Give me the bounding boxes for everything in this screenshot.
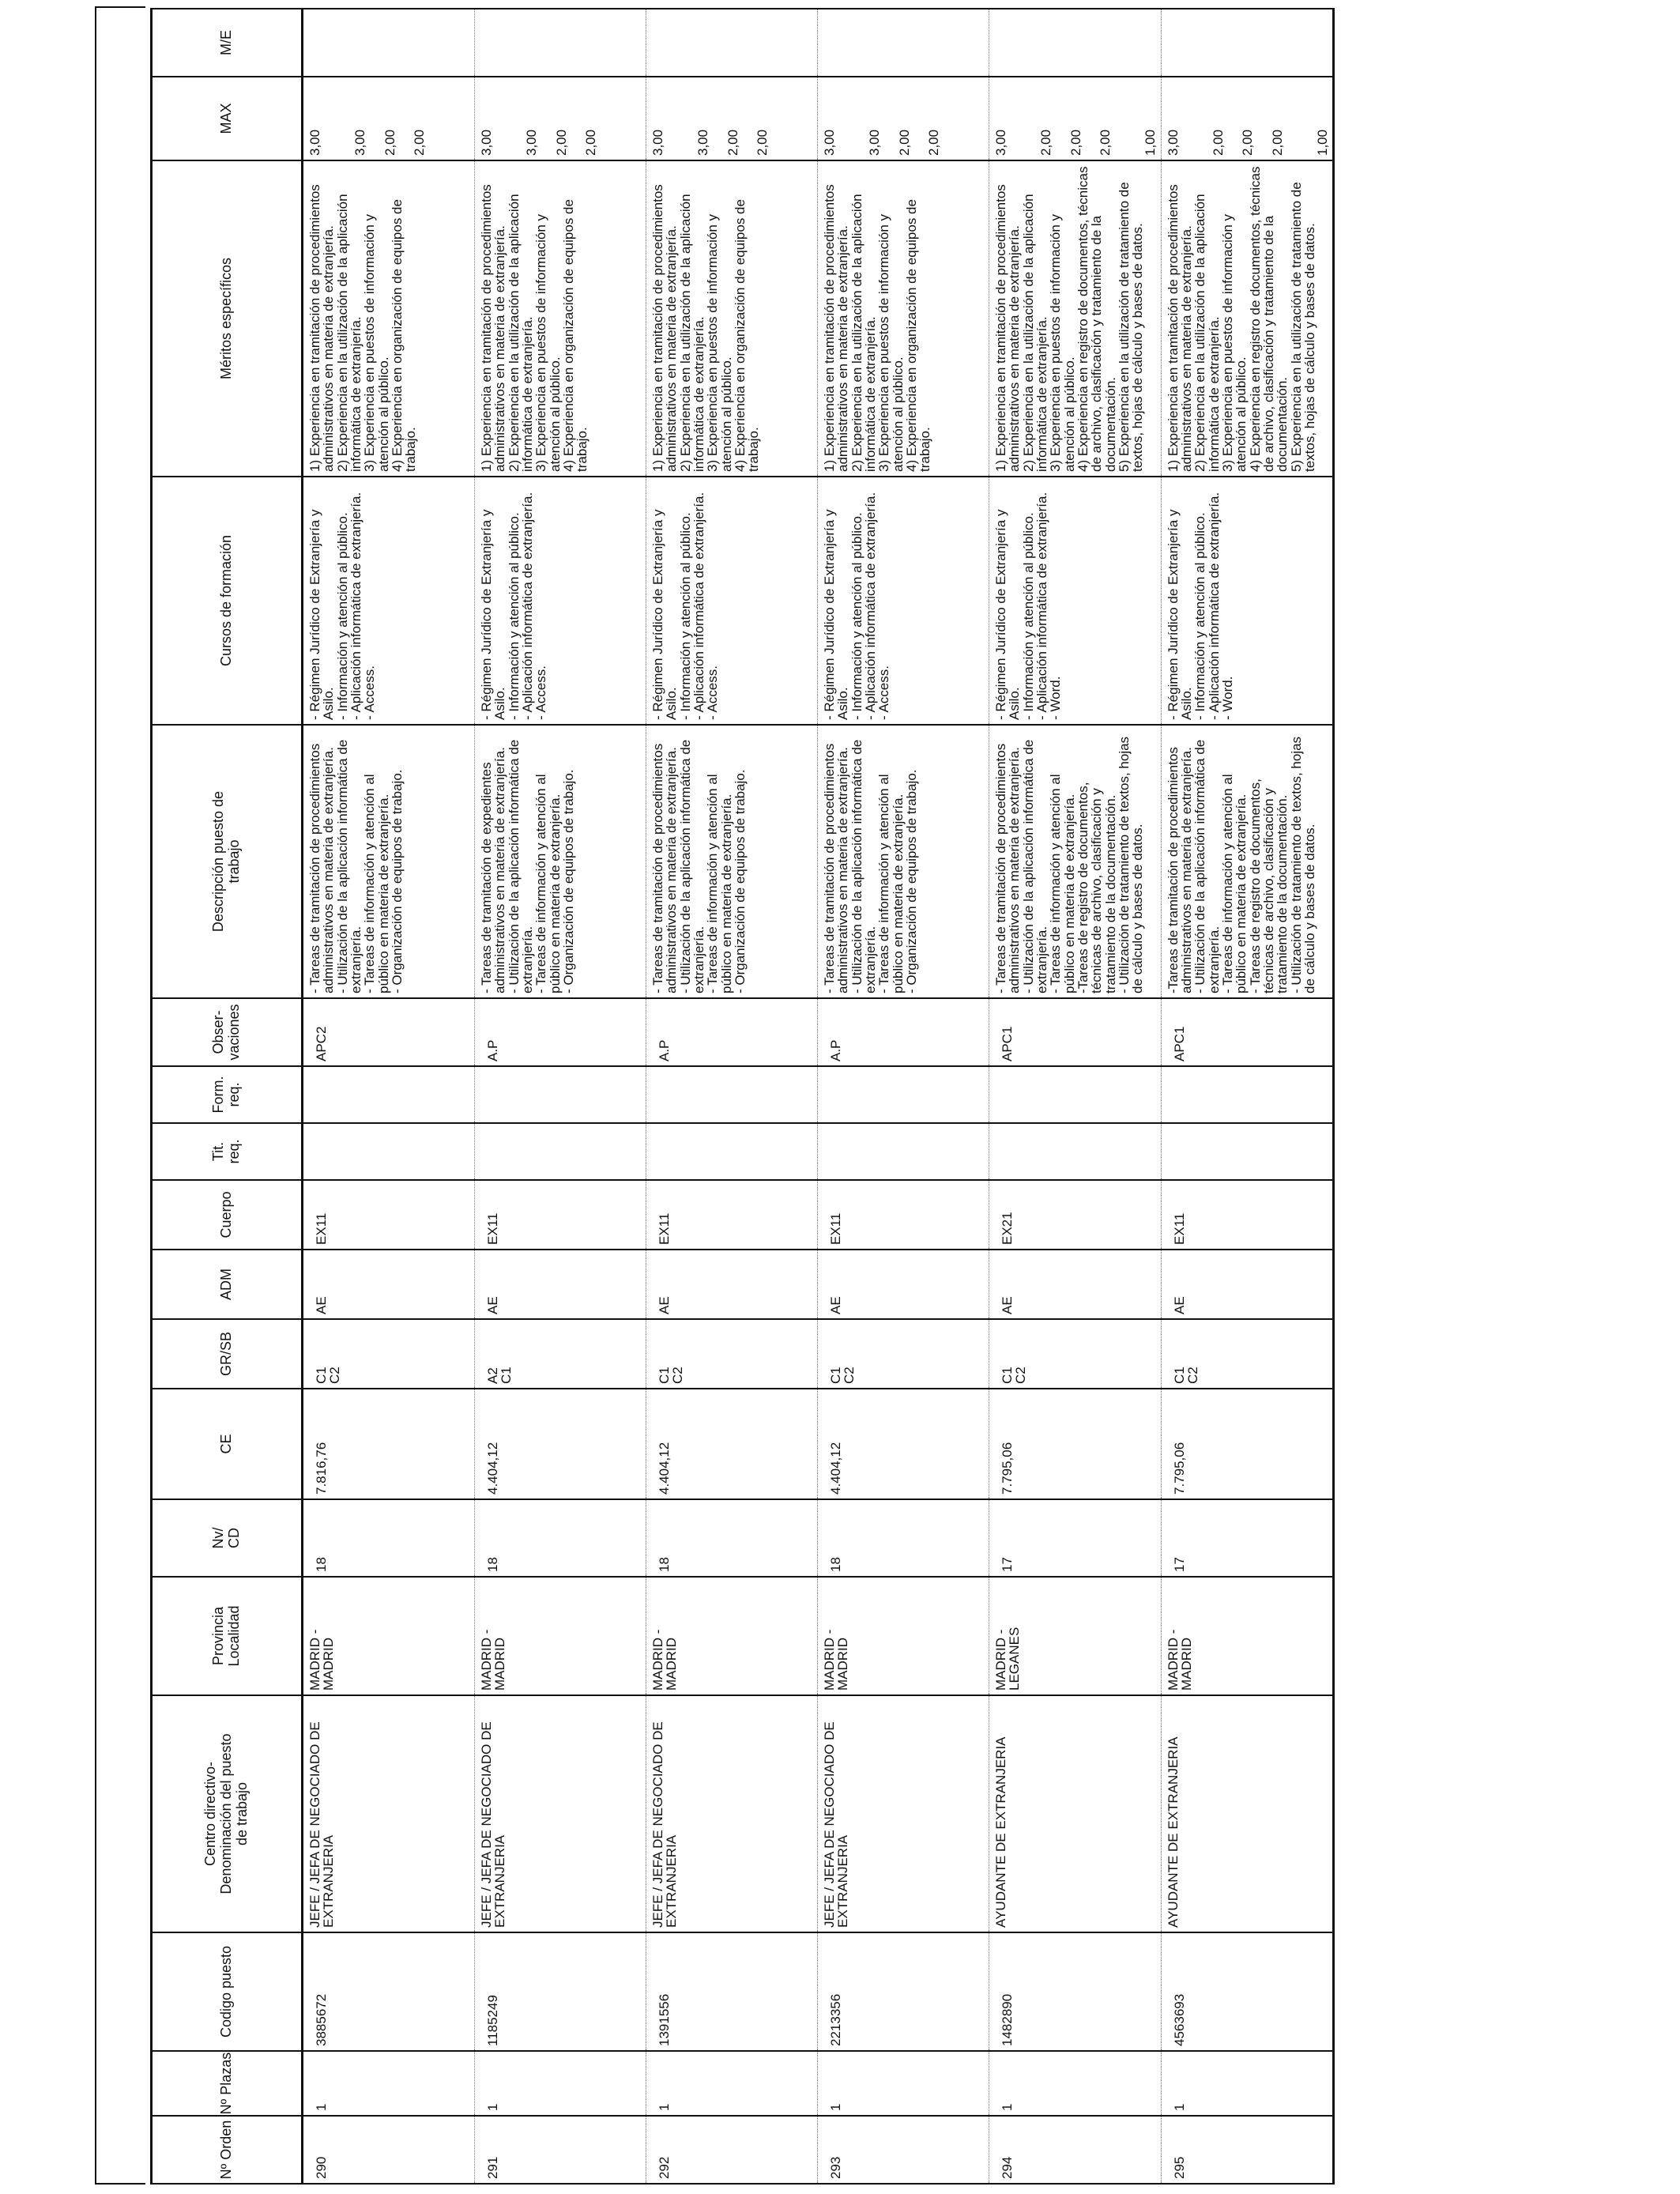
header-cursos: Cursos de formación bbox=[152, 477, 303, 725]
cell-plazas: 1 bbox=[303, 2051, 475, 2116]
cell-tit bbox=[989, 1123, 1162, 1180]
cell-nivel: 18 bbox=[646, 1499, 818, 1577]
header-me: M/E bbox=[152, 9, 303, 77]
header-descripcion: Descripción puesto de trabajo bbox=[152, 725, 303, 998]
cell-plazas: 1 bbox=[989, 2051, 1162, 2116]
cell-tit bbox=[475, 1123, 646, 1180]
header-cuerpo: Cuerpo bbox=[152, 1180, 303, 1250]
cell-cuerpo: EX11 bbox=[646, 1180, 818, 1250]
cell-tit bbox=[1161, 1123, 1334, 1180]
cell-obs: A.P bbox=[475, 998, 646, 1066]
cell-ce: 4.404,12 bbox=[646, 1389, 818, 1499]
header-row bbox=[152, 9, 303, 2184]
header-adm: ADM bbox=[152, 1250, 303, 1319]
max-value: 3,00 bbox=[479, 129, 494, 156]
header-tit: Tit. req. bbox=[152, 1123, 303, 1180]
cell-adm: AE bbox=[646, 1250, 818, 1319]
table-row bbox=[989, 9, 1162, 2184]
cell-meritos: 1) Experiencia en tramitación de procedimientos administrativos en materia de extranjería. 2) Experiencia en la utilización de la aplicación informática de extranjería. 3) Experiencia en puestos de información y atención al público. 4) Experiencia en registro de documentos, técnicas de archivo, clasificación y tratamiento de la documentación. 5) Experiencia en la utilización de tratamiento de textos, hojas de cálculo y bases de datos. bbox=[989, 160, 1162, 477]
cell-codigo: 4563693 bbox=[1161, 1932, 1334, 2051]
max-value: 2,00 bbox=[896, 129, 912, 156]
cell-centro: JEFE / JEFA DE NEGOCIADO DE EXTRANJERIA bbox=[303, 1695, 475, 1932]
cell-codigo: 1482890 bbox=[989, 1932, 1162, 2051]
max-value: 3,00 bbox=[307, 129, 322, 156]
cell-codigo: 2213356 bbox=[818, 1932, 989, 2051]
table-row bbox=[646, 9, 818, 2184]
cell-meritos: 1) Experiencia en tramitación de procedimientos administrativos en materia de extranjería. 2) Experiencia en la utilización de la aplicación informática de extranjería. 3) Experiencia en puestos de información y atención al público. 4) Experiencia en organización de equipos de trabajo. bbox=[818, 160, 989, 477]
cell-me bbox=[475, 9, 646, 77]
cell-max bbox=[475, 77, 646, 160]
cell-form bbox=[303, 1066, 475, 1123]
cell-centro: JEFE / JEFA DE NEGOCIADO DE EXTRANJERIA bbox=[818, 1695, 989, 1932]
cell-obs: APC2 bbox=[303, 998, 475, 1066]
max-value: 2,00 bbox=[1210, 129, 1226, 156]
header-codigo: Codigo puesto bbox=[152, 1932, 303, 2051]
cell-ce: 4.404,12 bbox=[818, 1389, 989, 1499]
max-value: 1,00 bbox=[1314, 129, 1330, 156]
cell-form bbox=[818, 1066, 989, 1123]
cell-cursos: - Régimen Jurídico de Extranjería y Asilo. - Información y atención al público. - Aplicación informática de extranjería. - Access. bbox=[303, 477, 475, 725]
max-value: 3,00 bbox=[867, 129, 883, 156]
max-value: 3,00 bbox=[524, 129, 540, 156]
cell-plazas: 1 bbox=[818, 2051, 989, 2116]
cell-me bbox=[303, 9, 475, 77]
cell-ce: 4.404,12 bbox=[475, 1389, 646, 1499]
cell-nivel: 18 bbox=[818, 1499, 989, 1577]
header-max: MAX bbox=[152, 77, 303, 160]
cell-meritos: 1) Experiencia en tramitación de procedimientos administrativos en materia de extranjería. 2) Experiencia en la utilización de la aplicación informática de extranjería. 3) Experiencia en puestos de información y atención al público. 4) Experiencia en organización de equipos de trabajo. bbox=[646, 160, 818, 477]
cell-provincia: MADRID - MADRID bbox=[475, 1577, 646, 1695]
cell-cursos: - Régimen Jurídico de Extranjería y Asilo. - Información y atención al público. - Aplicación informática de extranjería. - Word. bbox=[989, 477, 1162, 725]
max-value: 2,00 bbox=[553, 129, 569, 156]
max-value: 2,00 bbox=[382, 129, 397, 156]
cell-cursos: - Régimen Jurídico de Extranjería y Asilo. - Información y atención al público. - Aplicación informática de extranjería. - Word. bbox=[1161, 477, 1334, 725]
cell-descripcion: - Tareas de tramitación de procedimientos administrativos en materia de extranjería. - Utilización de la aplicación informática de extranjería. - Tareas de información y atención al público en materia de extranjería. -Tareas de registro de documentos, técnicas de archivo, clasificación y tratamiento de la documentación. - Utilización de tratamiento de textos, hojas de cálculo y bases de datos. bbox=[989, 725, 1162, 998]
cell-orden: 294 bbox=[989, 2116, 1162, 2184]
cell-provincia: MADRID - MADRID bbox=[818, 1577, 989, 1695]
max-value: 2,00 bbox=[1068, 129, 1083, 156]
header-form: Form. req. bbox=[152, 1066, 303, 1123]
table-row bbox=[303, 9, 475, 2184]
max-value: 2,00 bbox=[725, 129, 740, 156]
max-value: 3,00 bbox=[822, 129, 837, 156]
cell-centro: JEFE / JEFA DE NEGOCIADO DE EXTRANJERIA bbox=[475, 1695, 646, 1932]
max-value: 2,00 bbox=[754, 129, 770, 156]
cell-codigo: 1185249 bbox=[475, 1932, 646, 2051]
cell-form bbox=[989, 1066, 1162, 1123]
cell-ce: 7.816,76 bbox=[303, 1389, 475, 1499]
cell-orden: 290 bbox=[303, 2116, 475, 2184]
header-obs: Obser- vaciones bbox=[152, 998, 303, 1066]
cell-centro: JEFE / JEFA DE NEGOCIADO DE EXTRANJERIA bbox=[646, 1695, 818, 1932]
cell-descripcion: - Tareas de tramitación de procedimientos administrativos en materia de extranjería. - Utilización de la aplicación informática de extranjería. - Tareas de información y atención al público en materia de extranjería. - Organización de equipos de trabajo. bbox=[818, 725, 989, 998]
table-row bbox=[1161, 9, 1334, 2184]
header-plazas: Nº Plazas bbox=[152, 2051, 303, 2116]
cell-max bbox=[1161, 77, 1334, 160]
header-provincia: Provincia Localidad bbox=[152, 1577, 303, 1695]
cell-plazas: 1 bbox=[475, 2051, 646, 2116]
cell-grsb: C1 C2 bbox=[818, 1319, 989, 1389]
cell-form bbox=[475, 1066, 646, 1123]
cell-orden: 293 bbox=[818, 2116, 989, 2184]
header-grsb: GR/SB bbox=[152, 1319, 303, 1389]
cell-obs: A.P bbox=[646, 998, 818, 1066]
cell-ce: 7.795,06 bbox=[1161, 1389, 1334, 1499]
cell-tit bbox=[818, 1123, 989, 1180]
cell-grsb: C1 C2 bbox=[1161, 1319, 1334, 1389]
cell-obs: APC1 bbox=[1161, 998, 1334, 1066]
cell-plazas: 1 bbox=[1161, 2051, 1334, 2116]
cell-cursos: - Régimen Jurídico de Extranjería y Asilo. - Información y atención al público. - Aplicación informática de extranjería. - Access. bbox=[646, 477, 818, 725]
header-meritos: Méritos específicos bbox=[152, 160, 303, 477]
cell-adm: AE bbox=[818, 1250, 989, 1319]
cell-max bbox=[646, 77, 818, 160]
max-value: 3,00 bbox=[650, 129, 665, 156]
cell-grsb: C1 C2 bbox=[989, 1319, 1162, 1389]
cell-meritos: 1) Experiencia en tramitación de procedimientos administrativos en materia de extranjería. 2) Experiencia en la utilización de la aplicación informática de extranjería. 3) Experiencia en puestos de información y atención al público. 4) Experiencia en organización de equipos de trabajo. bbox=[475, 160, 646, 477]
cell-max bbox=[303, 77, 475, 160]
cell-centro: AYUDANTE DE EXTRANJERIA bbox=[989, 1695, 1162, 1932]
table-row bbox=[475, 9, 646, 2184]
max-value: 2,00 bbox=[925, 129, 941, 156]
max-value: 2,00 bbox=[1240, 129, 1256, 156]
max-value: 2,00 bbox=[1269, 129, 1285, 156]
cell-obs: APC1 bbox=[989, 998, 1162, 1066]
cell-cuerpo: EX11 bbox=[1161, 1180, 1334, 1250]
cell-grsb: A2 C1 bbox=[475, 1319, 646, 1389]
cell-nivel: 17 bbox=[1161, 1499, 1334, 1577]
max-value: 2,00 bbox=[411, 129, 427, 156]
cell-adm: AE bbox=[1161, 1250, 1334, 1319]
cell-provincia: MADRID - LEGANES bbox=[989, 1577, 1162, 1695]
max-value: 3,00 bbox=[993, 129, 1008, 156]
header-centro: Centro directivo- Denominación del puesto de trabajo bbox=[152, 1695, 303, 1932]
vacancies-table bbox=[150, 8, 1335, 2185]
cell-orden: 291 bbox=[475, 2116, 646, 2184]
top-border bbox=[95, 6, 145, 2185]
cell-provincia: MADRID - MADRID bbox=[303, 1577, 475, 1695]
cell-centro: AYUDANTE DE EXTRANJERIA bbox=[1161, 1695, 1334, 1932]
cell-adm: AE bbox=[475, 1250, 646, 1319]
cell-meritos: 1) Experiencia en tramitación de procedimientos administrativos en materia de extranjería. 2) Experiencia en la utilización de la aplicación informática de extranjería. 3) Experiencia en puestos de información y atención al público. 4) Experiencia en organización de equipos de trabajo. bbox=[303, 160, 475, 477]
cell-meritos: 1) Experiencia en tramitación de procedimientos administrativos en materia de extranjería. 2) Experiencia en la utilización de la aplicación informática de extranjería. 3) Experiencia en puestos de información y atención al público. 4) Experiencia en registro de documentos, técnicas de archivo, clasificación y tratamiento de la documentación. 5) Experiencia en la utilización de tratamiento de textos, hojas de cálculo y bases de datos. bbox=[1161, 160, 1334, 477]
cell-nivel: 18 bbox=[303, 1499, 475, 1577]
cell-form bbox=[1161, 1066, 1334, 1123]
cell-descripcion: - Tareas de tramitación de expedientes administrativos en materia de extranjería. - Utilización de la aplicación informática de extranjería. - Tareas de información y atención al público en materia de extranjería. - Organización de equipos de trabajo. bbox=[475, 725, 646, 998]
cell-descripcion: -Tareas de tramitación de procedimientos administrativos en materia de extranjería. - Utilización de la aplicación informática de extranjería. - Tareas de información y atención al público en materia de extranjería. - Tareas de registro de documentos, técnicas de archivo, clasificación y tratamiento de la documentación. - Utilización de tratamiento de textos, hojas de cálculo y bases de datos. bbox=[1161, 725, 1334, 998]
cell-cuerpo: EX11 bbox=[475, 1180, 646, 1250]
cell-cuerpo: EX21 bbox=[989, 1180, 1162, 1250]
cell-provincia: MADRID - MADRID bbox=[1161, 1577, 1334, 1695]
cell-cursos: - Régimen Jurídico de Extranjería y Asilo. - Información y atención al público. - Aplicación informática de extranjería. - Access. bbox=[818, 477, 989, 725]
cell-descripcion: - Tareas de tramitación de procedimientos administrativos en materia de extranjería. - Utilización de la aplicación informática de extranjería. - Tareas de información y atención al público en materia de extranjería. - Organización de equipos de trabajo. bbox=[646, 725, 818, 998]
header-orden: Nº Orden bbox=[152, 2116, 303, 2184]
max-value: 3,00 bbox=[352, 129, 368, 156]
cell-nivel: 18 bbox=[475, 1499, 646, 1577]
cell-max bbox=[818, 77, 989, 160]
max-value: 3,00 bbox=[1165, 129, 1181, 156]
cell-me bbox=[1161, 9, 1334, 77]
cell-grsb: C1 C2 bbox=[646, 1319, 818, 1389]
cell-adm: AE bbox=[303, 1250, 475, 1319]
cell-codigo: 1391556 bbox=[646, 1932, 818, 2051]
cell-me bbox=[646, 9, 818, 77]
cell-cursos: - Régimen Jurídico de Extranjería y Asilo. - Información y atención al público. - Aplicación informática de extranjería. - Access. bbox=[475, 477, 646, 725]
cell-codigo: 3885672 bbox=[303, 1932, 475, 2051]
cell-grsb: C1 C2 bbox=[303, 1319, 475, 1389]
cell-orden: 292 bbox=[646, 2116, 818, 2184]
header-nivel: Nv/ CD bbox=[152, 1499, 303, 1577]
cell-ce: 7.795,06 bbox=[989, 1389, 1162, 1499]
cell-adm: AE bbox=[989, 1250, 1162, 1319]
cell-form bbox=[646, 1066, 818, 1123]
cell-tit bbox=[646, 1123, 818, 1180]
max-value: 1,00 bbox=[1143, 129, 1158, 156]
cell-cuerpo: EX11 bbox=[818, 1180, 989, 1250]
cell-nivel: 17 bbox=[989, 1499, 1162, 1577]
max-value: 2,00 bbox=[582, 129, 598, 156]
cell-tit bbox=[303, 1123, 475, 1180]
cell-orden: 295 bbox=[1161, 2116, 1334, 2184]
max-value: 3,00 bbox=[695, 129, 711, 156]
table-row bbox=[818, 9, 989, 2184]
cell-descripcion: - Tareas de tramitación de procedimientos administrativos en materia de extranjería. - Utilización de la aplicación informática de extranjería. - Tareas de información y atención al público en materia de extranjería. - Organización de equipos de trabajo. bbox=[303, 725, 475, 998]
cell-cuerpo: EX11 bbox=[303, 1180, 475, 1250]
max-value: 2,00 bbox=[1097, 129, 1113, 156]
cell-max bbox=[989, 77, 1162, 160]
cell-plazas: 1 bbox=[646, 2051, 818, 2116]
cell-me bbox=[818, 9, 989, 77]
cell-me bbox=[989, 9, 1162, 77]
cell-provincia: MADRID - MADRID bbox=[646, 1577, 818, 1695]
cell-obs: A.P bbox=[818, 998, 989, 1066]
max-value: 2,00 bbox=[1038, 129, 1054, 156]
header-ce: CE bbox=[152, 1389, 303, 1499]
